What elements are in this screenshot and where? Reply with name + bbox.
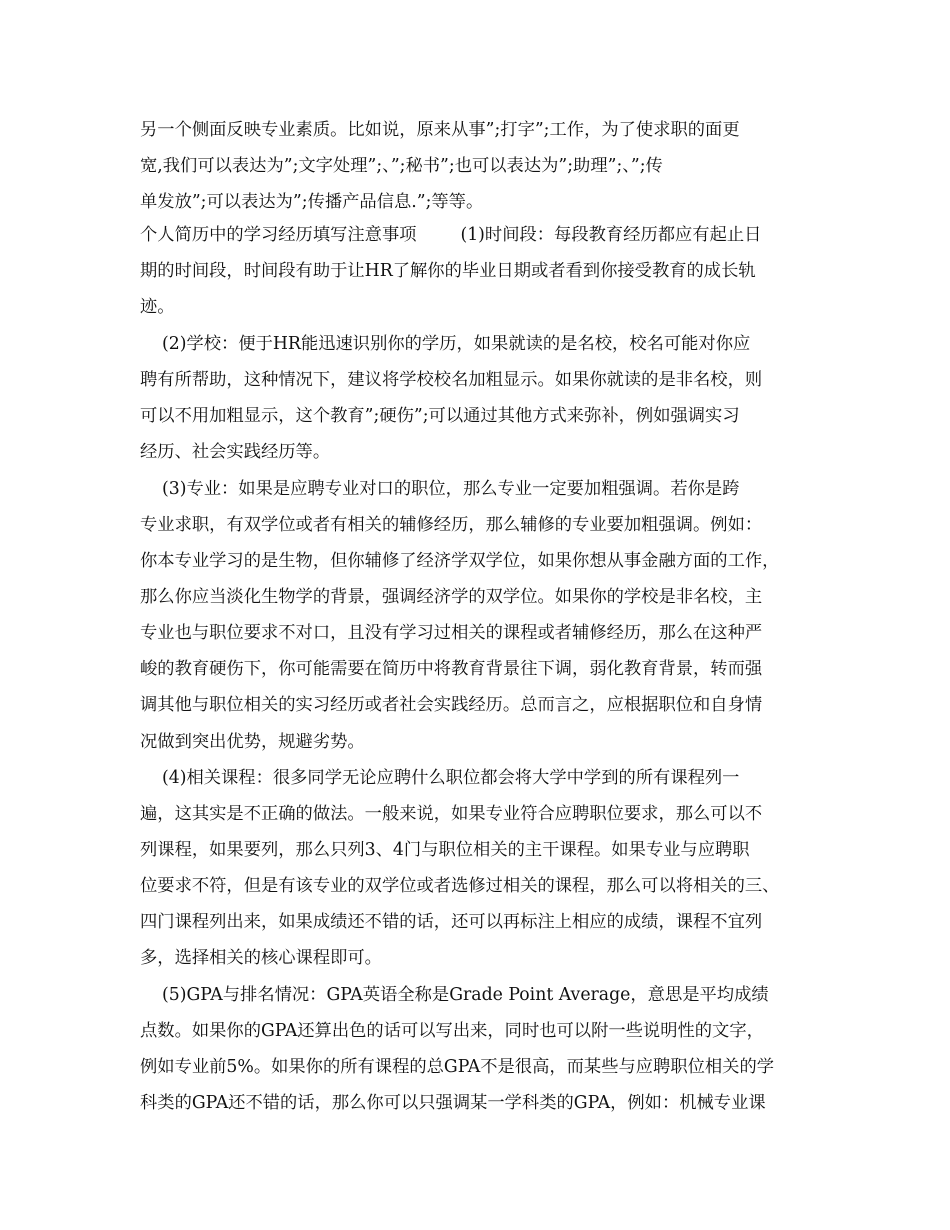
text-line: 列课程，如果要列，那么只列3、4门与职位相关的主干课程。如果专业与应聘职 bbox=[140, 840, 750, 860]
text-line: 那么你应当淡化生物学的背景，强调经济学的双学位。如果你的学校是非名校，主 bbox=[140, 587, 763, 607]
text-line: 宽,我们可以表达为”;文字处理”;、”;秘书”;也可以表达为”;助理”;、”;传 bbox=[140, 156, 663, 176]
text-line: 单发放”;可以表达为”;传播产品信息.”;等等。 bbox=[140, 192, 484, 212]
text-line: 专业求职，有双学位或者有相关的辅修经历，那么辅修的专业要加粗强调。例如： bbox=[140, 515, 763, 535]
text-line: 专业也与职位要求不对口，且没有学习过相关的课程或者辅修经历，那么在这种严 bbox=[140, 623, 763, 643]
text-line: 调其他与职位相关的实习经历或者社会实践经历。总而言之，应根据职位和自身情 bbox=[140, 695, 763, 715]
text-line: 期的时间段，时间段有助于让HR了解你的毕业日期或者看到你接受教育的成长轨 bbox=[140, 261, 756, 281]
text-line: 点数。如果你的GPA还算出色的话可以写出来，同时也可以附一些说明性的文字， bbox=[140, 1021, 764, 1041]
text-line: 例如专业前5%。如果你的所有课程的总GPA不是很高，而某些与应聘职位相关的学 bbox=[140, 1057, 775, 1077]
text-line: 另一个侧面反映专业素质。比如说，原来从事”;打字”;工作，为了使求职的面更 bbox=[140, 120, 740, 140]
paragraph-start-line: (4)相关课程：很多同学无论应聘什么职位都会将大学中学到的所有课程列一 bbox=[140, 768, 740, 788]
text-line: 况做到突出优势，规避劣势。 bbox=[140, 732, 365, 752]
section-heading-line: 个人简历中的学习经历填写注意事项 (1)时间段：每段教育经历都应有起止日 bbox=[140, 225, 762, 245]
text-line: 位要求不符，但是有该专业的双学位或者选修过相关的课程，那么可以将相关的三、 bbox=[140, 876, 780, 896]
text-line: 经历、社会实践经历等。 bbox=[140, 442, 331, 462]
text-line: 四门课程列出来，如果成绩还不错的话，还可以再标注上相应的成绩，课程不宜列 bbox=[140, 912, 763, 932]
text-line: 你本专业学习的是生物，但你辅修了经济学双学位，如果你想从事金融方面的工作， bbox=[140, 551, 780, 571]
text-line: 迹。 bbox=[140, 297, 175, 317]
text-line: 聘有所帮助，这种情况下，建议将学校校名加粗显示。如果你就读的是非名校，则 bbox=[140, 370, 763, 390]
text-line: 可以不用加粗显示，这个教育”;硬伤”;可以通过其他方式来弥补，例如强调实习 bbox=[140, 406, 740, 426]
paragraph-start-line: (5)GPA与排名情况：GPA英语全称是Grade Point Average，意思是平均成绩 bbox=[140, 985, 769, 1005]
paragraph-start-line: (3)专业：如果是应聘专业对口的职位，那么专业一定要加粗强调。若你是跨 bbox=[140, 479, 740, 499]
text-line: 多，选择相关的核心课程即可。 bbox=[140, 948, 382, 968]
text-line: 遍，这其实是不正确的做法。一般来说，如果专业符合应聘职位要求，那么可以不 bbox=[140, 804, 763, 824]
text-line: 科类的GPA还不错的话，那么你可以只强调某一学科类的GPA，例如：机械专业课 bbox=[140, 1093, 766, 1113]
paragraph-start-line: (2)学校：便于HR能迅速识别你的学历，如果就读的是名校，校名可能对你应 bbox=[140, 334, 751, 354]
text-line: 峻的教育硬伤下，你可能需要在简历中将教育背景往下调，弱化教育背景，转而强 bbox=[140, 659, 763, 679]
